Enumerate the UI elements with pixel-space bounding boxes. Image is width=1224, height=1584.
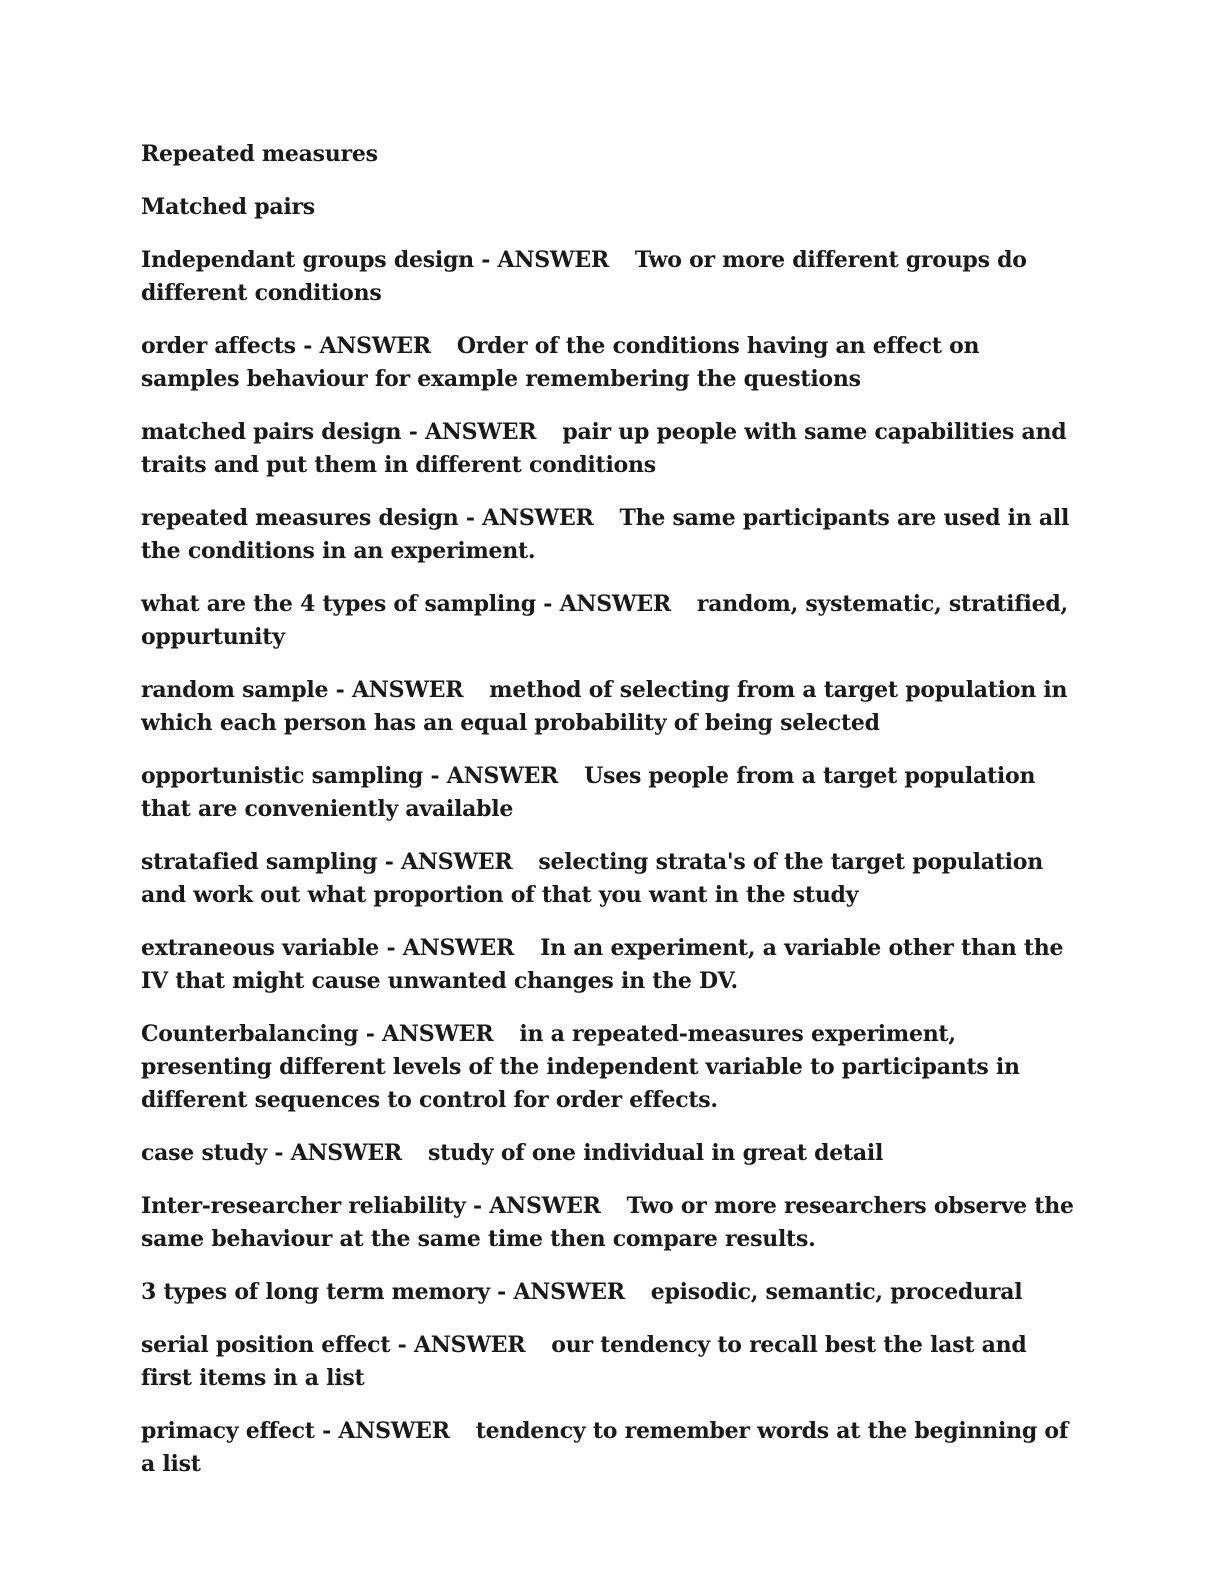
entry-term: extraneous variable: [141, 935, 380, 961]
entry-separator: - ANSWER: [397, 1332, 526, 1358]
flashcard-entry: [141, 1329, 1076, 1395]
entry-definition: Order of the conditions having an effect on samples behaviour for example remembering the questions: [141, 333, 980, 392]
entry-definition: In an experiment, a variable other than the IV that might cause unwanted changes in the DV.: [141, 935, 1064, 994]
flashcard-entry: [141, 1190, 1076, 1256]
entry-term: order affects: [141, 333, 296, 359]
entry-separator: - ANSWER: [430, 763, 559, 789]
entry-term: primacy effect: [141, 1418, 315, 1444]
flashcard-entry: [141, 502, 1076, 568]
entry-term: opportunistic sampling: [141, 763, 424, 789]
entry-definition: study of one individual in great detail: [427, 1140, 884, 1166]
entry-separator: - ANSWER: [384, 849, 513, 875]
entry-definition: method of selecting from a target population in which each person has an equal probability of being selected: [141, 677, 1068, 736]
flashcard-entry: [141, 1137, 1076, 1170]
entry-term: Independant groups design: [141, 247, 474, 273]
entry-separator: - ANSWER: [465, 505, 594, 531]
entry-separator: - ANSWER: [497, 1279, 625, 1305]
heading-matched-pairs: Matched pairs: [141, 194, 315, 220]
entry-separator: - ANSWER: [386, 935, 515, 961]
entry-definition: The same participants are used in all the conditions in an experiment.: [141, 505, 1070, 564]
flashcard-entry: [141, 760, 1076, 826]
document-page: [141, 138, 1076, 1501]
flashcard-entry: [141, 674, 1076, 740]
entry-definition: Two or more different groups do different conditions: [141, 247, 1027, 306]
entry-term: serial position effect: [141, 1332, 391, 1358]
entry-separator: - ANSWER: [481, 247, 609, 273]
entry-term: case study: [141, 1140, 267, 1166]
entry-term: what are the 4 types of sampling: [141, 591, 536, 617]
entry-separator: - ANSWER: [322, 1418, 450, 1444]
flashcard-entry: [141, 588, 1076, 654]
entry-definition: in a repeated-measures experiment, presenting different levels of the independent variable to participants in different sequences to control for order effects.: [141, 1021, 1020, 1113]
entry-separator: - ANSWER: [335, 677, 464, 703]
flashcard-entry: [141, 330, 1076, 396]
entry-definition: Two or more researchers observe the same behaviour at the same time then compare results.: [141, 1193, 1074, 1252]
entry-term: repeated measures design: [141, 505, 459, 531]
flashcard-entry: [141, 1276, 1076, 1309]
entry-separator: - ANSWER: [274, 1140, 402, 1166]
entry-definition: Uses people from a target population that are conveniently available: [141, 763, 1036, 822]
entry-separator: - ANSWER: [408, 419, 537, 445]
entry-term: 3 types of long term memory: [141, 1279, 490, 1305]
entry-definition: pair up people with same capabilities and traits and put them in different conditions: [141, 419, 1067, 478]
flashcard-entry: [141, 932, 1076, 998]
entry-term: matched pairs design: [141, 419, 402, 445]
entry-definition: our tendency to recall best the last and first items in a list: [141, 1332, 1027, 1391]
entry-definition: random, systematic, stratified, oppurtunity: [141, 591, 1068, 650]
flashcard-entry: [141, 1415, 1076, 1481]
entry-term: random sample: [141, 677, 329, 703]
entry-term: Counterbalancing: [141, 1021, 359, 1047]
flashcard-entry: [141, 244, 1076, 310]
flashcard-entry: [141, 1018, 1076, 1117]
entry-definition: tendency to remember words at the beginning of a list: [141, 1418, 1069, 1477]
entry-separator: - ANSWER: [365, 1021, 494, 1047]
entry-definition: selecting strata's of the target population and work out what proportion of that you want in the study: [141, 849, 1043, 908]
flashcard-entry: [141, 416, 1076, 482]
entry-separator: - ANSWER: [543, 591, 671, 617]
entry-term: stratafied sampling: [141, 849, 378, 875]
entry-term: Inter-researcher reliability: [141, 1193, 466, 1219]
flashcard-entry: [141, 846, 1076, 912]
entry-separator: - ANSWER: [473, 1193, 601, 1219]
entry-definition: episodic, semantic, procedural: [650, 1279, 1023, 1305]
entry-separator: - ANSWER: [303, 333, 431, 359]
heading-repeated-measures: Repeated measures: [141, 141, 378, 167]
